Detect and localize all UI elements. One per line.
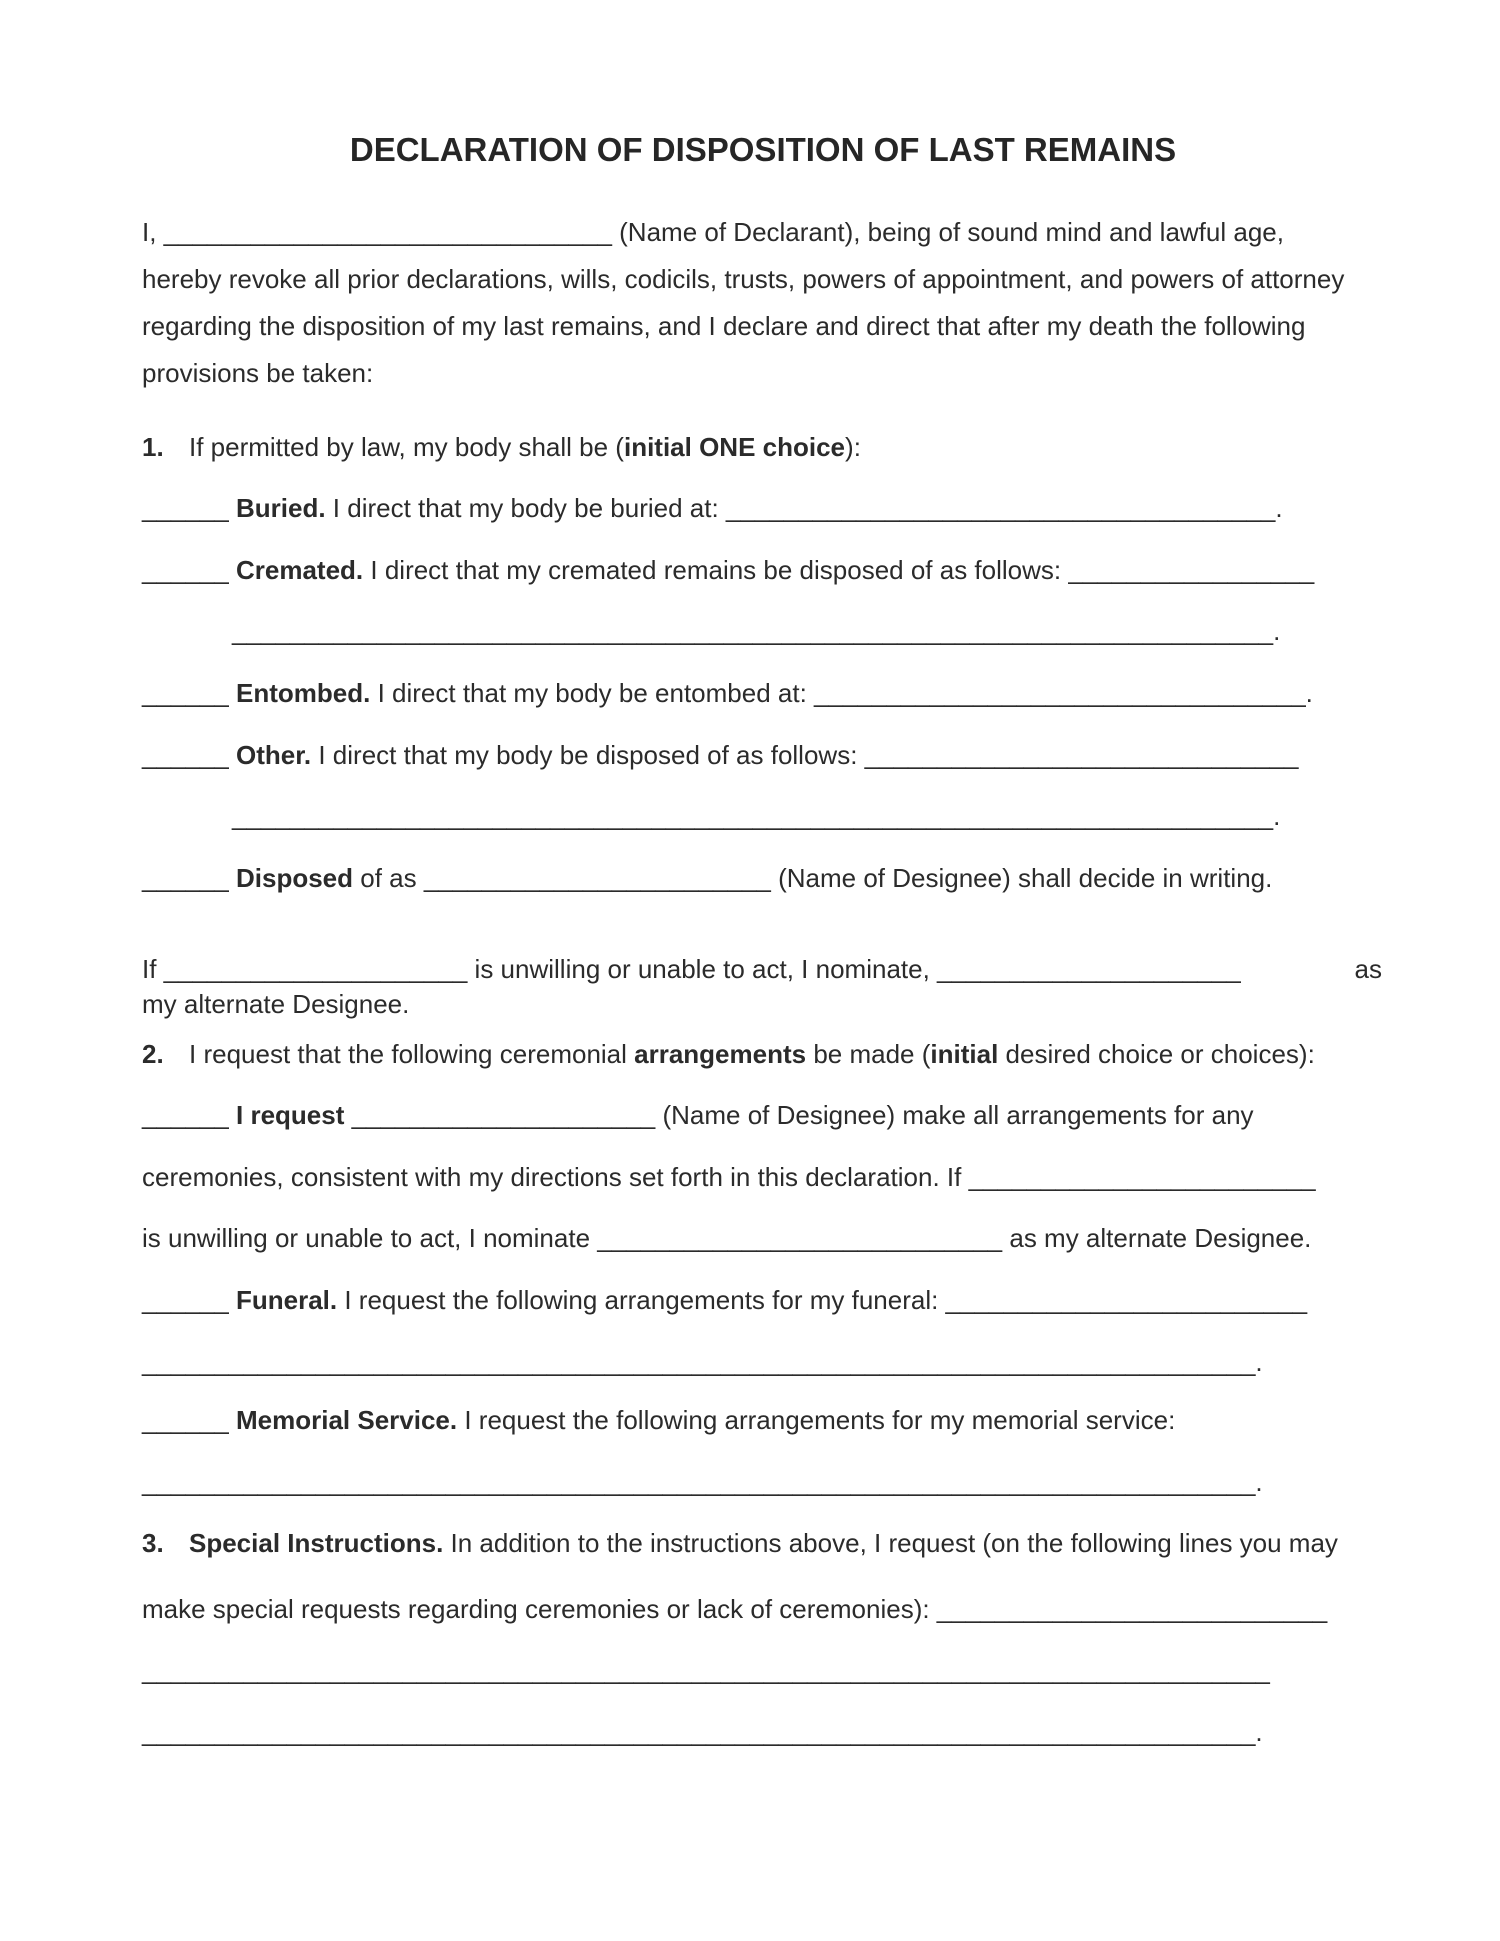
initial-blank: ______ xyxy=(142,493,229,523)
intro-line-4: provisions be taken: xyxy=(142,358,374,388)
initial-blank: ______ xyxy=(142,1405,229,1435)
section-2-number: 2. xyxy=(142,1039,164,1069)
option-memorial-continuation: _____________________________________________________________________________. xyxy=(142,1467,1263,1497)
section-3-heading: 3. Special Instructions. In addition to the instructions above, I request (on the following lines you may xyxy=(142,1528,1338,1558)
option-other: ______ Other. I direct that my body be disposed of as follows: ______________________________ xyxy=(142,740,1299,770)
option-i-request: ______ I request _____________________ (Name of Designee) make all arrangements for any xyxy=(142,1100,1254,1130)
initial-blank: ______ xyxy=(142,1100,229,1130)
option-entombed: ______ Entombed. I direct that my body be entombed at: __________________________________. xyxy=(142,678,1313,708)
option-funeral-continuation: _____________________________________________________________________________. xyxy=(142,1347,1263,1377)
section-1-number: 1. xyxy=(142,432,164,462)
special-instructions-line-3: ______________________________________________________________________________ xyxy=(142,1655,1270,1685)
intro-line-1: I, _______________________________ (Name of Declarant), being of sound mind and lawful age, xyxy=(142,217,1284,247)
alternate-designee-line-2: my alternate Designee. xyxy=(142,989,410,1019)
option-buried: ______ Buried. I direct that my body be buried at: ______________________________________. xyxy=(142,493,1283,523)
document-title: DECLARATION OF DISPOSITION OF LAST REMAINS xyxy=(349,131,1177,168)
special-instructions-line-4: _____________________________________________________________________________. xyxy=(142,1717,1263,1747)
initial-blank: ______ xyxy=(142,555,229,585)
option-memorial-service: ______ Memorial Service. I request the following arrangements for my memorial service: xyxy=(142,1405,1176,1435)
option-cremated-continuation: ________________________________________________________________________. xyxy=(232,616,1281,646)
request-line-2: ceremonies, consistent with my directions set forth in this declaration. If ________________________ xyxy=(142,1162,1316,1192)
initial-blank: ______ xyxy=(142,740,229,770)
alternate-designee-line: If _____________________ is unwilling or unable to act, I nominate, _____________________ as xyxy=(142,954,1382,984)
option-disposed: ______ Disposed of as ________________________ (Name of Designee) shall decide in writing. xyxy=(142,863,1273,893)
intro-line-2: hereby revoke all prior declarations, wills, codicils, trusts, powers of appointment, and powers of attorney xyxy=(142,264,1345,294)
initial-blank: ______ xyxy=(142,1285,229,1315)
section-1-heading: 1. If permitted by law, my body shall be (initial ONE choice): xyxy=(142,432,861,462)
request-line-3: is unwilling or unable to act, I nominate ____________________________ as my alternate Designee. xyxy=(142,1223,1312,1253)
option-other-continuation: ________________________________________________________________________. xyxy=(232,801,1281,831)
option-cremated: ______ Cremated. I direct that my cremated remains be disposed of as follows: _________________ xyxy=(142,555,1315,585)
option-funeral: ______ Funeral. I request the following arrangements for my funeral: _________________________ xyxy=(142,1285,1308,1315)
special-instructions-line-2: make special requests regarding ceremonies or lack of ceremonies): ___________________________ xyxy=(142,1594,1328,1624)
intro-line-3: regarding the disposition of my last remains, and I declare and direct that after my death the following xyxy=(142,311,1306,341)
initial-blank: ______ xyxy=(142,863,229,893)
section-3-number: 3. xyxy=(142,1528,164,1558)
initial-blank: ______ xyxy=(142,678,229,708)
section-2-heading: 2. I request that the following ceremonial arrangements be made (initial desired choice or choices): xyxy=(142,1039,1315,1069)
